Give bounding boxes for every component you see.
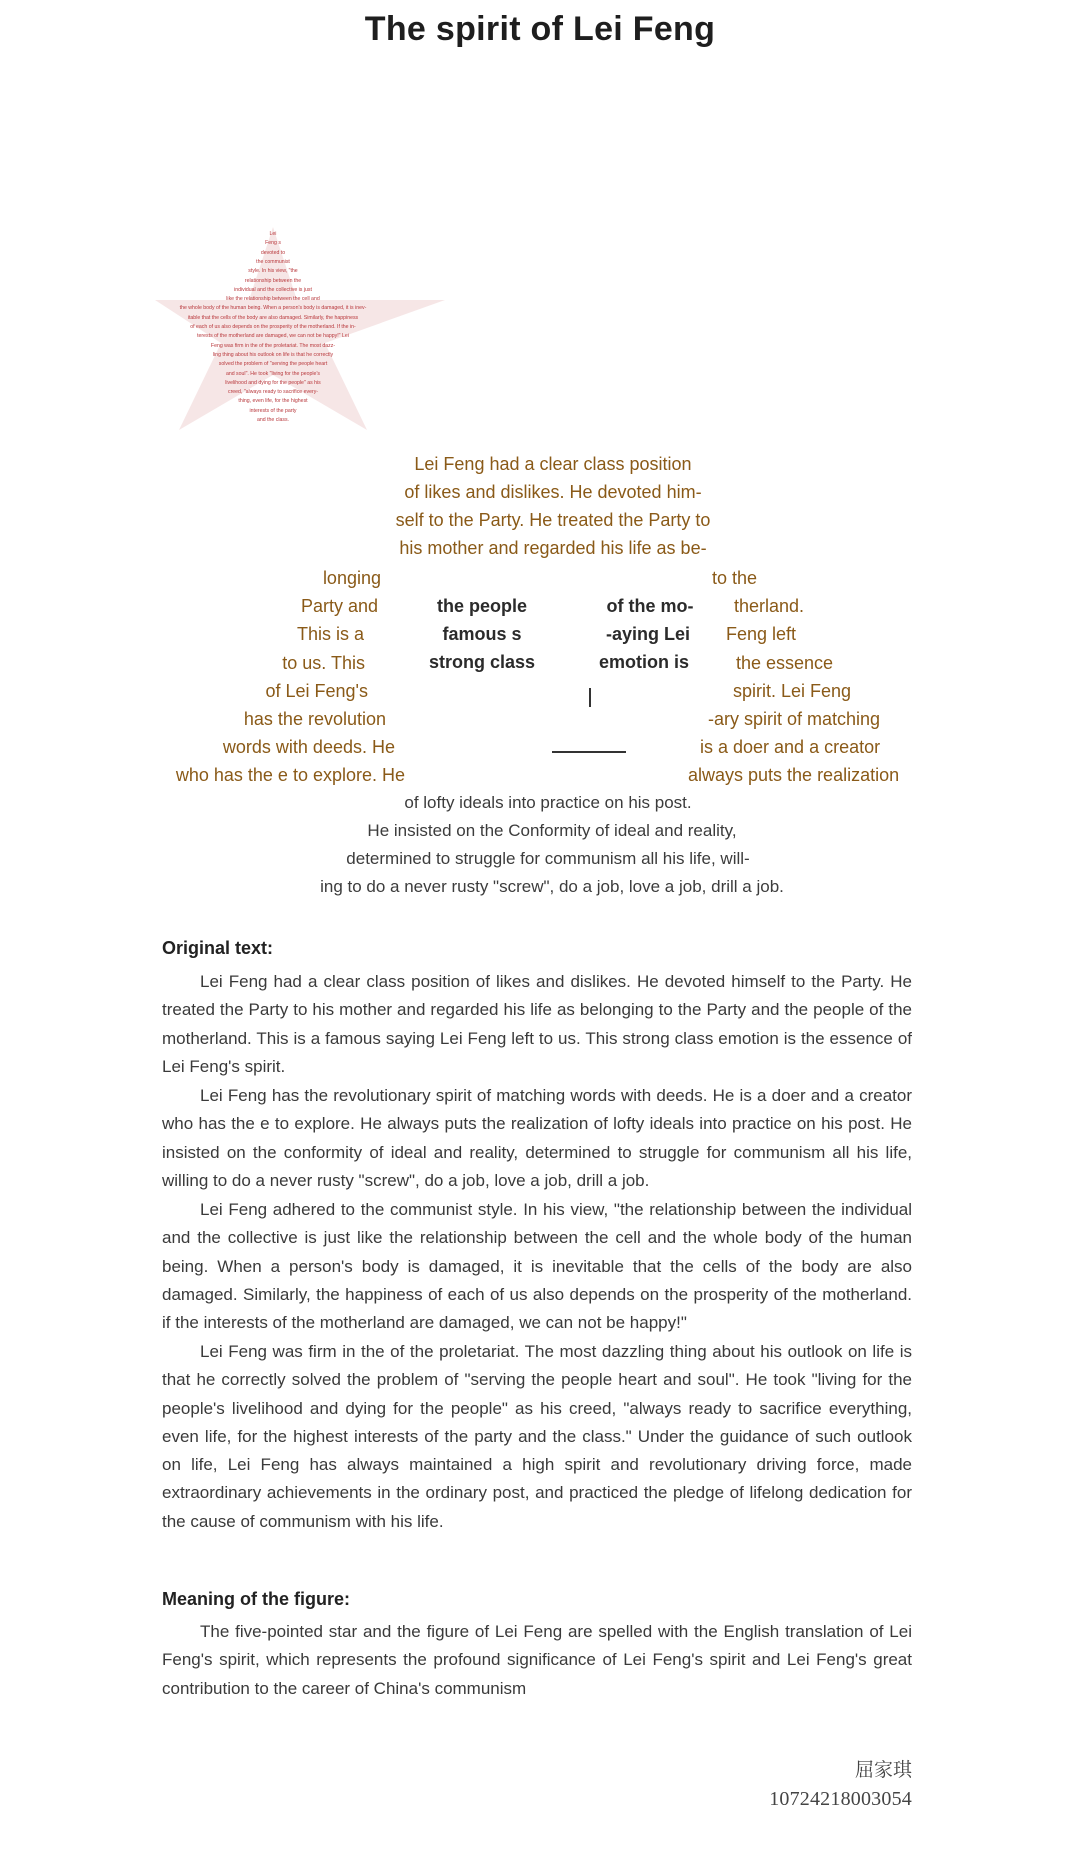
figure-left-line: This is a xyxy=(296,624,364,645)
figure-body-line: He insisted on the Conformity of ideal and reality, xyxy=(367,821,737,840)
star-text-line: Feng s xyxy=(265,240,281,247)
figure-head-line: his mother and regarded his life as be- xyxy=(399,538,707,558)
figure-right-line: Feng left xyxy=(726,624,797,645)
paragraph-4: Lei Feng was firm in the of the proletariat. The most dazzling thing about his outlook on life is that he correctly solved the problem of "serving the people heart and soul". He took "living for the people's livelihood and dying for the people" as his creed, "always ready to sacrifice everything, even life, for the highest interests of the party and the class." Under the guidance of such outlook on life, Lei Feng has always maintained a high spirit and revolutionary driving force, made extraordinary achievements in the ordinary post, and practiced the pledge of lifelong dedication for the cause of communism with his life. xyxy=(162,1342,912,1531)
star-text-line: like the relationship between the cell and xyxy=(226,296,320,303)
figure-inner-left-line: the people xyxy=(436,596,527,616)
star-figure xyxy=(155,225,445,430)
star-text-line: the communist xyxy=(256,258,290,265)
figure-inner-right-line: of the mo- xyxy=(606,596,694,616)
figure-body-line: ing to do a never rusty "screw", do a job, love a job, drill a job. xyxy=(320,877,784,896)
figure-left-line: to us. This xyxy=(282,652,365,673)
figure-right-line: the essence xyxy=(736,652,834,673)
author-name: 屈家琪 xyxy=(854,1759,912,1781)
paragraph-1: Lei Feng had a clear class position of likes and dislikes. He devoted himself to the Party. He treated the Party to his mother and regarded his life as belonging to the Party and the people of the motherland. This is a famous saying Lei Feng left to us. This strong class emotion is the essence of Lei Feng's spirit. xyxy=(162,972,912,1076)
figure-left-line: has the revolution xyxy=(243,709,386,729)
student-id: 10724218003054 xyxy=(769,1788,912,1810)
figure-left-line: of Lei Feng's xyxy=(265,680,368,701)
figure-right-line: to the xyxy=(712,568,758,588)
star-text-line: Lei xyxy=(269,231,277,237)
star-text-line: of each of us also depends on the prosperity of the motherland. If the in- xyxy=(190,324,356,330)
star-text-line: terests of the motherland are damaged, we can not be happy!" Lei xyxy=(197,333,349,340)
star-text-line: and the class. xyxy=(256,417,289,423)
star-text-lines xyxy=(155,225,445,430)
star-text-line: ling thing about his outlook on life is that he correctly xyxy=(212,351,334,358)
figure-head-line: Lei Feng had a clear class position xyxy=(414,454,692,474)
star-text-line: livelihood and dying for the people" as his xyxy=(225,379,321,386)
figure-inner-right-line: emotion is xyxy=(598,652,689,673)
star-text-line: creed, "always ready to sacrifice every- xyxy=(227,389,319,396)
figure-vertical-mark xyxy=(589,688,591,707)
figure-right-line: always puts the realization xyxy=(688,765,900,786)
star-text-line: thing, even life, for the highest xyxy=(238,398,308,405)
figure-head-line: of likes and dislikes. He devoted him- xyxy=(404,482,702,502)
star-text-line: relationship between the xyxy=(244,277,302,284)
paragraph-3: Lei Feng adhered to the communist style. In his view, "the relationship between the individual and the collective is just like the relationship between the cell and the whole body of the human being. When a person's body is damaged, it is inevitable that the cells of the body are also damaged. Similarly, the happiness of each of us also depends on the prosperity of the motherland. if the interests of the motherland are damaged, we can not be happy!" xyxy=(162,1200,912,1333)
star-text-line: the whole body of the human being. When a person's body is damaged, it is inev- xyxy=(179,305,367,312)
original-text-heading: Original text: xyxy=(162,938,274,958)
figure-inner-left-line: strong class xyxy=(428,652,536,673)
figure-head-line: self to the Party. He treated the Party to xyxy=(395,510,711,530)
figure-right-line: -ary spirit of matching xyxy=(708,709,881,729)
figure-horizontal-mark xyxy=(552,751,626,753)
figure-left-line: Party and xyxy=(300,596,378,617)
star-text-line: devoted to xyxy=(260,249,286,256)
star-text-line: style. In his view, "the xyxy=(248,268,298,275)
figure-right-line: spirit. Lei Feng xyxy=(733,680,852,701)
star-text-line: solved the problem of "serving the people heart xyxy=(218,361,328,368)
figure-right-line: therland. xyxy=(734,596,805,617)
figure-left-line: longing xyxy=(322,568,381,588)
meaning-heading: Meaning of the figure: xyxy=(162,1589,350,1609)
star-text-line: individual and the collective is just xyxy=(234,286,312,293)
star-text-line: interests of the party xyxy=(249,407,297,414)
star-text-line: and soul". He took "living for the people's xyxy=(225,370,321,377)
figure-inner-right-line: -aying Lei xyxy=(605,624,690,645)
figure-left-line: words with deeds. He xyxy=(222,737,395,758)
figure-body-line: determined to struggle for communism all his life, will- xyxy=(346,849,750,868)
figure-right-line: is a doer and a creator xyxy=(700,737,881,758)
page-title: The spirit of Lei Feng xyxy=(364,10,716,48)
paragraph-2: Lei Feng has the revolutionary spirit of matching words with deeds. He is a doer and a creator who has the e to explore. He always puts the realization of lofty ideals into practice on his post. He insisted on the conformity of ideal and reality, determined to struggle for communism all his life, willing to do a never rusty "screw", do a job, love a job, drill a job. xyxy=(162,1086,912,1190)
figure-inner-left-line: famous s xyxy=(442,624,522,645)
figure-left-line: who has the e to explore. He xyxy=(175,765,405,786)
figure-body-line: of lofty ideals into practice on his post. xyxy=(404,793,692,812)
star-text-line: itable that the cells of the body are also damaged. Similarly, the happiness xyxy=(187,314,359,321)
star-text-line: Feng was firm in the of the proletariat. The most dazz- xyxy=(210,342,336,349)
meaning-text: The five-pointed star and the figure of Lei Feng are spelled with the English translation of Lei Feng's spirit, which represents the profound significance of Lei Feng's spirit and Lei Feng's great contribution to the career of China's communism xyxy=(162,1622,912,1698)
